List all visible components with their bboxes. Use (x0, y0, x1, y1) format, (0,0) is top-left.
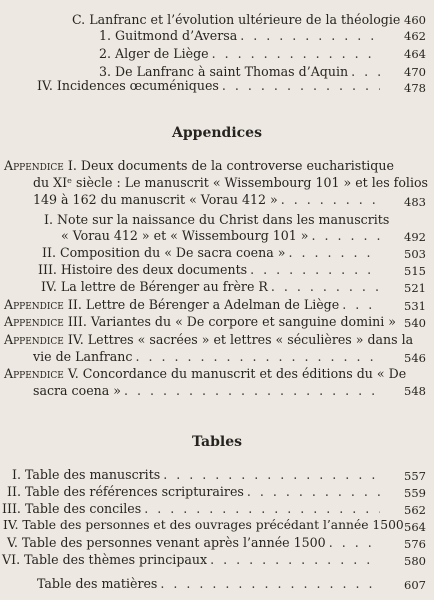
page-number: 576 (404, 537, 426, 551)
appendix-label: Appendice (4, 297, 64, 312)
dot-leader (240, 28, 380, 43)
section-heading-tables: Tables (191, 434, 243, 450)
appendix-1-i-line-1: I. Note sur la naissance du Christ dans les manuscrits (44, 212, 390, 227)
appendix-1-ii: II. Composition du « De sacra coena » . . . (42, 245, 383, 260)
dot-leader (222, 78, 380, 93)
page-number: 540 (404, 316, 426, 330)
dot-leader (281, 192, 380, 207)
page-number: 521 (404, 281, 426, 295)
toc-entry-iv (37, 78, 383, 93)
entry-title: Table des matières (37, 576, 158, 591)
table-entry-1 (12, 467, 383, 482)
table-entry-3 (2, 501, 383, 516)
page-number: 531 (404, 299, 426, 313)
entry-title: Alger de Liège (115, 46, 209, 61)
appendix-label: Appendice (4, 158, 64, 173)
appendix-1-i-line-2: « Vorau 412 » et « Wissembourg 101 » . . . (61, 228, 383, 243)
toc-entry-c (72, 12, 401, 27)
toc-entry-c3 (99, 64, 383, 79)
table-entry-4 (3, 518, 404, 533)
appendix-1-iii: III. Histoire des deux documents . . . (38, 262, 383, 277)
entry-title: Table des manuscrits (25, 467, 161, 482)
dot-leader (135, 349, 380, 364)
appendix-2: Appendice II. Lettre de Bérenger a Adelman de Liège . . . (4, 297, 383, 312)
dot-leader (212, 46, 380, 61)
entry-number: IV. (3, 518, 19, 532)
dot-leader (329, 535, 380, 550)
entry-title: Table des conciles (24, 501, 142, 516)
dot-leader (250, 262, 380, 277)
page-number: 564 (404, 520, 426, 534)
appendix-label: Appendice (4, 332, 64, 347)
appendix-4-line-2: vie de Lanfranc . . . (33, 349, 383, 364)
appendix-1-iv: IV. La lettre de Bérenger au frère R . . . (41, 279, 383, 294)
page-number: 548 (404, 384, 426, 398)
dot-leader (160, 576, 380, 591)
page-number: 462 (404, 29, 426, 43)
dot-leader (342, 297, 380, 312)
entry-number: IV. (37, 78, 53, 93)
page-number: 503 (404, 247, 426, 261)
dot-leader (124, 383, 380, 398)
entry-title: Table des références scripturaires (24, 484, 244, 499)
entry-number: VI. (2, 552, 21, 567)
entry-number: 2. (99, 46, 112, 61)
toc-entry-c2 (99, 46, 383, 61)
dot-leader (247, 484, 380, 499)
appendix-label: Appendice (4, 366, 64, 381)
table-entry-6 (2, 552, 383, 567)
entry-title: Table des personnes venant après l’année 1500 (21, 535, 326, 550)
entry-title: Table des thèmes principaux (24, 552, 208, 567)
entry-title: Lanfranc et l’évolution ultérieure de la théologie (89, 12, 401, 27)
appendix-label: Appendice (4, 314, 64, 329)
page-number: 559 (404, 486, 426, 500)
table-entry-5 (7, 535, 383, 550)
dot-leader (144, 501, 380, 516)
appendix-5-line-2: sacra coena » . . . (33, 383, 383, 398)
table-entry-matieres (37, 576, 383, 591)
table-entry-2 (7, 484, 383, 499)
section-heading-appendices: Appendices (172, 125, 262, 141)
page-number: 470 (404, 65, 426, 79)
dot-leader (312, 228, 380, 243)
entry-title: Incidences œcuméniques (56, 78, 219, 93)
appendix-1-line-2: du XIᵉ siècle : Le manuscrit « Wissembourg 101 » et les folios (33, 175, 429, 190)
entry-title: Table des personnes et des ouvrages précédant l’année 1500 (22, 518, 404, 532)
page-number: 483 (404, 195, 426, 209)
page-number: 515 (404, 264, 426, 278)
appendix-1-line-1: Appendice I. Deux documents de la controverse eucharistique (4, 158, 394, 173)
appendix-5-line-1: Appendice V. Concordance du manuscrit et des éditions du « De (4, 366, 407, 381)
page-number: 607 (404, 578, 426, 592)
entry-number: III. (2, 501, 21, 516)
entry-title: Guitmond d’Aversa (115, 28, 238, 43)
page-number: 460 (404, 13, 426, 27)
page-number: 546 (404, 351, 426, 365)
dot-leader (351, 64, 380, 79)
appendix-1-line-3: 149 à 162 du manuscrit « Vorau 412 » . . . (33, 192, 383, 207)
page-number: 562 (404, 503, 426, 517)
dot-leader (163, 467, 380, 482)
page-number: 478 (404, 81, 426, 95)
toc-entry-c1 (99, 28, 383, 43)
page-number: 580 (404, 554, 426, 568)
entry-number: 1. (99, 28, 112, 43)
dot-leader (210, 552, 380, 567)
entry-number: I. (12, 467, 21, 482)
page-number: 464 (404, 47, 426, 61)
page-number: 557 (404, 469, 426, 483)
appendix-3: Appendice III. Variantes du « De corpore et sanguine domini » (4, 314, 396, 329)
dot-leader (288, 245, 380, 260)
entry-number: II. (7, 484, 21, 499)
entry-number: V. (7, 535, 18, 550)
appendix-4-line-1: Appendice IV. Lettres « sacrées » et lettres « séculières » dans la (4, 332, 414, 347)
section-letter: C. (72, 12, 86, 27)
page-number: 492 (404, 230, 426, 244)
entry-title: De Lanfranc à saint Thomas d’Aquin (115, 64, 349, 79)
dot-leader (271, 279, 380, 294)
entry-number: 3. (99, 64, 112, 79)
